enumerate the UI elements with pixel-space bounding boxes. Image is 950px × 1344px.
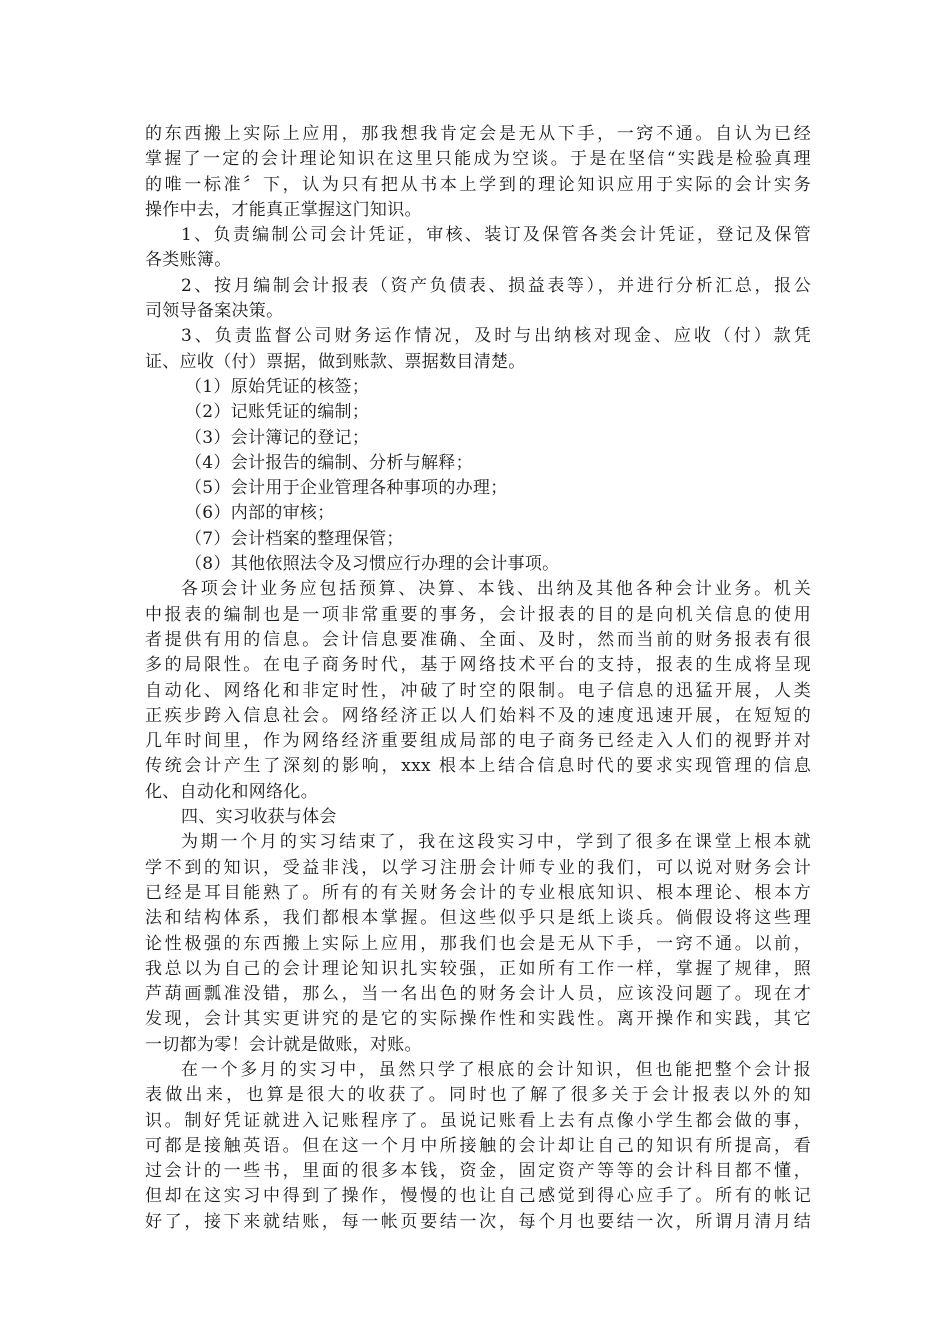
text-line: 识。制好凭证就进入记账程序了。虽说记账看上去有点像小学生都会做的事， <box>145 1110 811 1131</box>
text-line: 各项会计业务应包括预算、决算、本钱、出纳及其他各种会计业务。机关 <box>181 579 811 600</box>
text-line: 好了，接下来就结账，每一帐页要结一次，每个月也要结一次，所谓月清月结 <box>145 1211 811 1232</box>
list-item <box>145 501 811 526</box>
list-item <box>145 527 811 552</box>
text-line: 的唯一标准〞下，认为只有把从书本上学到的理论知识应用于实际的会计实务 <box>145 174 811 195</box>
text-line: 表做出来，也算是很大的收获了。同时也了解了很多关于会计报表以外的知 <box>145 1085 811 1106</box>
paragraph <box>145 122 811 223</box>
text-line: 但却在这实习中得到了操作，慢慢的也让自己感觉到得心应手了。所有的帐记 <box>145 1186 811 1207</box>
text-line: 我总以为自己的会计理论知识扎实较强，正如所有工作一样，掌握了规律，照 <box>145 958 811 979</box>
text-line: 中报表的编制也是一项非常重要的事务，会计报表的目的是向机关信息的使用 <box>145 604 811 625</box>
text-line: 法和结构体系，我们都根本掌握。但这些似乎只是纸上谈兵。倘假设将这些理 <box>145 908 811 929</box>
text-line: 学不到的知识，受益非浅，以学习注册会计师专业的我们，可以说对财务会计 <box>145 857 811 878</box>
text-line: 正疾步跨入信息社会。网络经济正以人们始料不及的速度迅速开展，在短短的 <box>145 705 811 726</box>
document-page <box>145 122 811 1235</box>
text-line: 多的局限性。在电子商务时代，基于网络技术平台的支持，报表的生成将呈现 <box>145 655 811 676</box>
text-line: 3、负责监督公司财务运作情况，及时与出纳核对现金、应收（付）款凭 <box>181 326 811 347</box>
paragraph <box>145 223 811 274</box>
text-line: 可都是接触英语。但在这一个月中所接触的会计却让自己的知识有所提高，看 <box>145 1135 811 1156</box>
list-item <box>145 400 811 425</box>
text-line: 者提供有用的信息。会计信息要准确、全面、及时，然而当前的财务报表有很 <box>145 629 811 650</box>
text-line: 传统会计产生了深刻的影响，xxx 根本上结合信息时代的要求实现管理的信息 <box>145 756 811 777</box>
text-line: 在一个多月的实习中，虽然只学了根底的会计知识，但也能把整个会计报 <box>181 1059 811 1080</box>
list-item <box>145 552 811 577</box>
text-line: （1）原始凭证的核签； <box>185 376 370 397</box>
text-line: 1、负责编制公司会计凭证，审核、装订及保管各类会计凭证，登记及保管 <box>181 225 811 246</box>
text-line: 操作中去，才能真正掌握这门知识。 <box>145 199 422 220</box>
text-line: （3）会计簿记的登记； <box>185 427 370 448</box>
text-line: （2）记账凭证的编制； <box>185 402 370 423</box>
paragraph <box>145 274 811 325</box>
text-line: 论性极强的东西搬上实际上应用，那我们也会是无从下手，一窍不通。以前， <box>145 933 811 954</box>
text-line: 的东西搬上实际上应用，那我想我肯定会是无从下手，一窍不通。自认为已经 <box>145 124 811 144</box>
text-line: （7）会计档案的整理保管； <box>185 528 404 549</box>
text-line: 证、应收（付）票据，做到账款、票据数目清楚。 <box>145 351 526 372</box>
text-line: 芦葫画瓢准没错，那么，当一名出色的财务会计人员，应该没问题了。现在才 <box>145 984 811 1005</box>
text-line: 掌握了一定的会计理论知识在这里只能成为空谈。于是在坚信“实践是检验真理 <box>145 149 811 170</box>
text-line: （6）内部的审核； <box>185 503 335 524</box>
text-line: 2、按月编制会计报表（资产负债表、损益表等），并进行分析汇总，报公 <box>181 275 811 296</box>
paragraph <box>145 1058 811 1235</box>
text-line: 各类账簿。 <box>145 250 232 271</box>
text-line: 发现，会计其实更讲究的是它的实际操作性和实践性。离开操作和实践，其它 <box>145 1009 811 1030</box>
text-line: （4）会计报告的编制、分析与解释； <box>185 452 473 473</box>
paragraph <box>145 577 811 805</box>
section-heading <box>145 805 811 830</box>
text-line: 过会计的一些书，里面的很多本钱，资金，固定资产等等的会计科目都不懂， <box>145 1161 811 1182</box>
text-line: 几年时间里，作为网络经济重要组成局部的电子商务已经走入人们的视野并对 <box>145 731 811 752</box>
text-line: 自动化、网络化和非定时性，冲破了时空的限制。电子信息的迅猛开展，人类 <box>145 680 811 701</box>
text-line: （8）其他依照法令及习惯应行办理的会计事项。 <box>185 554 560 575</box>
list-item <box>145 476 811 501</box>
text-line: （5）会计用于企业管理各种事项的办理； <box>185 478 508 499</box>
paragraph <box>145 830 811 1058</box>
text-line: 一切都为零！会计就是做账，对账。 <box>145 1034 422 1055</box>
list-item <box>145 375 811 400</box>
paragraph <box>145 324 811 375</box>
text-line: 为期一个月的实习结束了，我在这段实习中，学到了很多在课堂上根本就 <box>181 832 811 853</box>
text-line: 化、自动化和网络化。 <box>145 781 318 802</box>
text-line: 司领导备案决策。 <box>145 301 284 322</box>
list-item <box>145 426 811 451</box>
text-line: 四、实习收获与体会 <box>181 807 337 828</box>
list-item <box>145 451 811 476</box>
text-line: 已经是耳目能熟了。所有的有关财务会计的专业根底知识、根本理论、根本方 <box>145 882 811 903</box>
